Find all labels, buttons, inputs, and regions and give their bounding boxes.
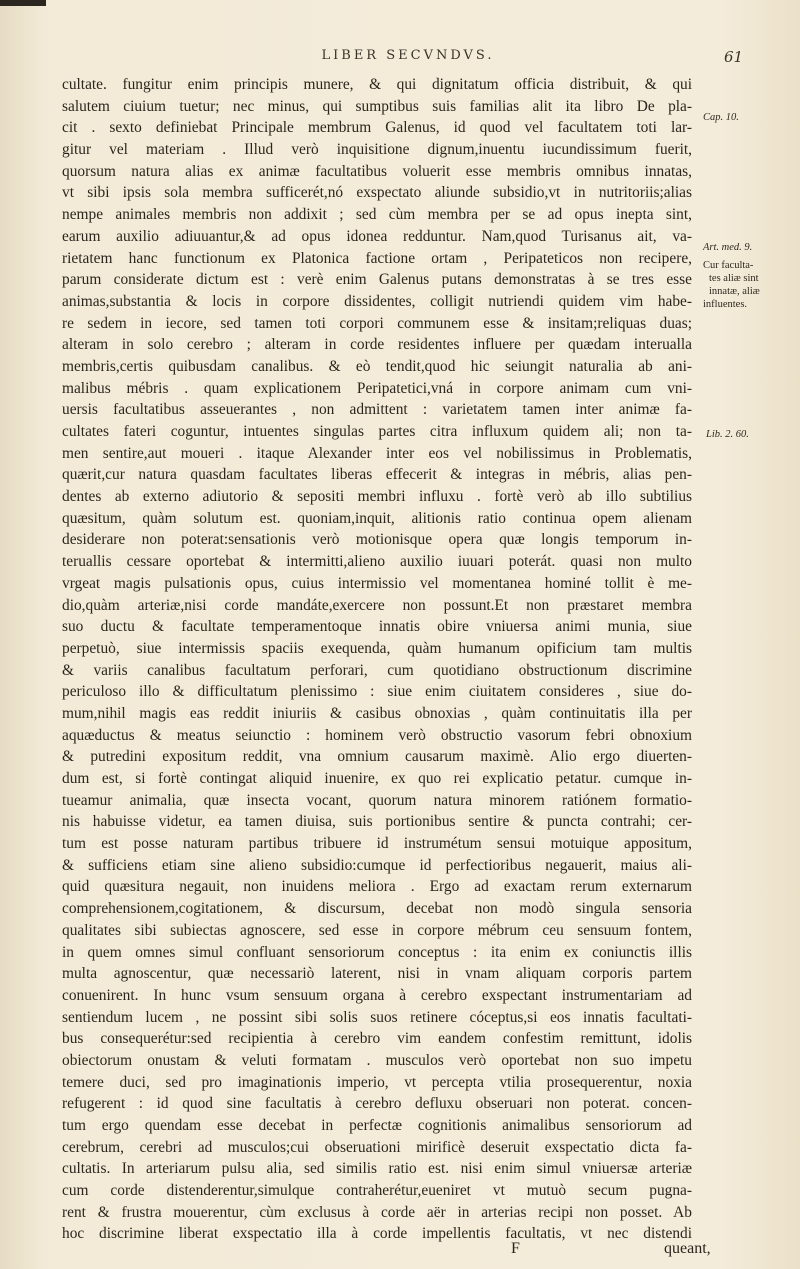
text-line: & sufficiens etiam sine alieno subsidio:cumque id perfectioribus negauerit, maius ali- [62, 856, 692, 874]
text-line: uersis facultatibus asseuerantes , non admittent : varietatem tamen inter animæ fa- [62, 401, 692, 419]
text-line: gitur vel materiam . Illud verò inquisitione dignum,inuentu iucundissimum fuerit, [62, 141, 692, 159]
text-line: & variis canalibus facultatum perforari, cum quotidiano obstructionum discrimine [62, 661, 692, 679]
text-line: rietatem hanc functionum ex Platonica factione ortam , Peripateticos non recipere, [62, 249, 692, 267]
text-line: cum corde distenderentur,simulque contraherétur,eueniret vt mutuò secum pugna- [62, 1182, 692, 1200]
text-line: suo ductu & facultate temperamentoque innatis obire vniuersa animi munia, siue [62, 618, 692, 636]
text-line: cerebrum, cerebri ad musculos;cui obseruationi mirificè deseruit exspectatio dicta fa- [62, 1138, 692, 1156]
text-line: cultatis. In arteriarum pulsu alia, sed similis ratio est. nisi enim simul vniuersæ arteriæ [62, 1160, 692, 1178]
page-corner-mark [0, 0, 46, 6]
text-line: conuenirent. In hunc vsum sensuum organa à cerebro exspectant instrumentariam ad [62, 986, 692, 1004]
margin-note-cur-4: influentes. [703, 299, 748, 310]
text-line: vrgeat magis pulsationis opus, cuius intermissio vel momentanea hominé tollit è me- [62, 574, 692, 592]
text-line: tum ergo quendam esse decebat in perfectæ cognitionis animalibus sensoriorum ad [62, 1117, 692, 1134]
text-line: vt sibi ipsis sola membra sufficerét,nó exspectato aliunde subsidio,vt in nutritoriis;alias [62, 184, 692, 202]
text-line: quorsum natura alias ex animæ facultatibus voluerit esse membris omnibus innatas, [62, 162, 692, 180]
margin-note-art-med: Art. med. 9. [703, 242, 753, 253]
text-line: quæsitum, quàm solutum est. quoniam,inquit, alitionis ratio continua opem alienam [62, 509, 692, 527]
text-line: qualitates sibi subiectas agnoscere, sed esse in corpore mébrum ceu sensuum fontem, [62, 921, 692, 939]
text-line: periculoso illo & difficultatum plenissimo : siue enim ciuitatem consideres , siue do- [62, 683, 692, 701]
text-line: & putredini expositum reddit, vna omnium causarum maximè. Alio ergo diuerten- [62, 748, 692, 766]
text-line: earum auxilio adiuuantur,& ad opus idonea redduntur. Nam,quod Turisanus ait, va- [62, 227, 692, 245]
page-header [0, 48, 800, 72]
text-line: comprehensionem,cogitationem, & discursum, decebat non modò singula sensoria [62, 900, 692, 918]
text-line: obiectorum onustam & veluti formatam . musculos verò oportebat non suo impetu [62, 1051, 692, 1069]
text-line: alteram in solo cerebro ; alteram in corde residentes influere per quædam interualla [62, 336, 692, 354]
folio-number: 61 [724, 48, 744, 66]
text-line: refugerent : id quod sine facultatis à cerebro defluxu obseruari non poterat. concen- [62, 1095, 692, 1113]
text-line: dum est, si fortè contingat aliquid inuenire, ex quo rei explicatio petatur. cumque in- [62, 770, 692, 787]
margin-note-lib: Lib. 2. 60. [706, 429, 749, 440]
text-line: nempe animales membris non addixit ; sed cùm membra per se ad opus inepta sint, [62, 206, 692, 224]
text-line: teruallis cessare oportebat & intermitti,alieno auxilio iuuari poterát. quasi non multo [62, 553, 692, 571]
text-line: men sentire,aut moueri . itaque Alexander inter eos vel nobilissimus in Problematis, [62, 444, 692, 462]
text-line: multa agnoscentur, quæ necessariò laterent, nisi in vnam aliquam corporis partem [62, 965, 692, 983]
text-line: tueamur animalia, quæ insecta vocant, quorum natura minorem ratiónem formatio- [62, 791, 692, 809]
margin-note-cap: Cap. 10. [703, 112, 739, 123]
text-line: aquæductus & meatus seiunctio : hominem verò obstructio vasorum febri obnoxium [62, 726, 692, 744]
text-line: membris,certis quibusdam canalibus. & eò tendit,quod hic seiungit naturalia ab ani- [62, 357, 692, 375]
text-line: bus consequerétur:sed recipientia à cerebro vim eandem confestim remittunt, idolis [62, 1030, 692, 1048]
text-line: cultate. fungitur enim principis munere, & qui dignitatum officia distribuit, & qui [62, 76, 692, 93]
text-line: rent & frustra mouerentur, cùm exclusus à corde aër in arterias recipi non posset. Ab [62, 1203, 692, 1221]
text-line: cit . sexto definiebat Principale membrum Galenus, id quod vel facultatem toti lar- [62, 119, 692, 137]
text-line: malibus mébris . quam explicationem Peripatetici,vná in corpore animam cum vni- [62, 379, 692, 397]
text-line: in quem omnes simul confluant sensoriorum conceptus : ita enim ex coniunctis illis [62, 943, 692, 961]
catchword: queant, [664, 1240, 711, 1257]
text-line: nis habuisse videtur, ea tamen diuisa, suis portionibus sentire & puncta contrahi; cer- [62, 813, 692, 831]
text-line: re sedem in iecore, sed tamen toti corpori communem esse & insitam;reliquas duas; [62, 314, 692, 332]
margin-note-cur-2: tes aliæ sint [709, 273, 759, 284]
text-line: mum,nihil magis eas reddit iniuriis & casibus obnoxias , quàm continuitatis illa per [62, 704, 692, 722]
main-text-block [62, 74, 692, 1245]
signature-mark: F [511, 1240, 520, 1257]
text-line: quid quæsitura negauit, non inuidens meliora . Ergo ad exactam rerum externarum [62, 878, 692, 896]
text-line: animas,substantia & locis in corpore dissidentes, colligit nutriendi quidem vim habe- [62, 292, 692, 310]
running-head: LIBER SECVNDVS. [321, 48, 495, 63]
text-line: quærit,cur natura quasdam facultates liberas effecerit & integras in mébris, alias pen- [62, 466, 692, 484]
text-line: dentes ab externo adiutorio & sepositi membri influxu . fortè verò ab illo subtilius [62, 488, 692, 506]
text-line: sentiendum lucem , ne possint sibi solis suos retinere cóceptus,si eos innatis facultati- [62, 1008, 692, 1026]
text-line: desiderare non poterat:sensationis verò motionisque opera quæ longis temporum in- [62, 531, 692, 549]
text-line: cultates fateri coguntur, intuentes singulas partes citra influxum quidem ali; non ta- [62, 423, 692, 440]
text-line: temere duci, sed pro imaginationis imperio, vt percepta vtilia prosequerentur, noxia [62, 1073, 692, 1091]
margin-note-cur-3: innatæ, aliæ [709, 286, 760, 297]
text-line: hoc discrimine liberat exspectatio illa à corde impellentis facultatis, vt nec distendi [62, 1225, 692, 1243]
text-line: perpetuò, siue intermissis spaciis exequenda, quàm humanum opificium tam multis [62, 639, 692, 657]
text-line: parum considerate dictum est : verè enim Galenus putans demonstratas à se tres esse [62, 271, 692, 289]
text-line: dio,quàm arteriæ,nisi corde mandáte,exercere non possunt.Et non præstaret membra [62, 596, 692, 614]
text-line: tum est posse naturam partibus tribuere id instrumétum sensui motuique appositum, [62, 835, 692, 853]
text-line: salutem ciuium tuetur; nec minus, qui sumptibus suis familias alit ita libro De pla- [62, 97, 692, 115]
margin-note-cur-1: Cur faculta- [703, 260, 754, 271]
